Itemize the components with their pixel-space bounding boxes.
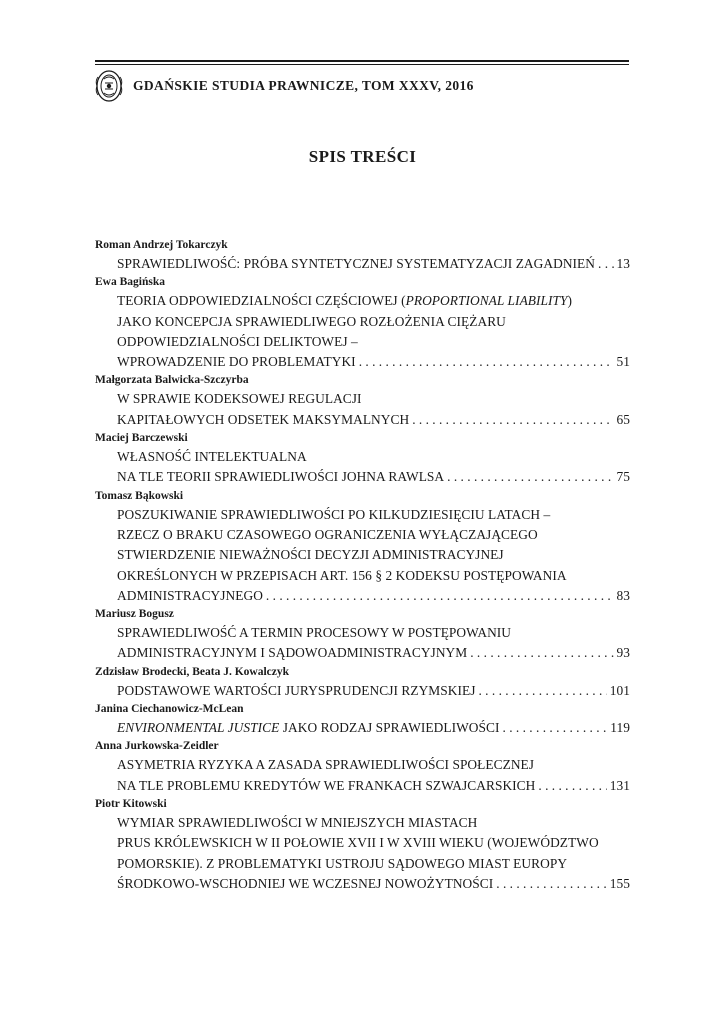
entry-title-line: W SPRAWIE KODEKSOWEJ REGULACJI	[117, 391, 362, 407]
entry-title-line: SPRAWIEDLIWOŚĆ A TERMIN PROCESOWY W POSTĘPOWANIU	[117, 625, 512, 641]
dot-leader	[496, 874, 607, 894]
entry-author: Janina Ciechanowicz-McLean	[95, 703, 244, 716]
entry-title-line	[95, 254, 630, 274]
entry-title-line: PRUS KRÓLEWSKICH W II POŁOWIE XVII I W XVIII WIEKU (WOJEWÓDZTWO	[117, 835, 599, 851]
toc-entry	[95, 664, 630, 701]
header-rule-thick	[95, 60, 629, 62]
entry-title-text: SPRAWIEDLIWOŚĆ: PRÓBA SYNTETYCZNEJ SYSTEMATYZACJI ZAGADNIEŃ	[117, 256, 595, 271]
toc-entry	[95, 430, 630, 488]
entry-title-line	[95, 410, 630, 430]
dot-leader	[538, 776, 606, 796]
toc-entry	[95, 701, 630, 738]
entry-title-text: ŚRODKOWO-WSCHODNIEJ WE WCZESNEJ NOWOŻYTNOŚCI	[117, 875, 494, 891]
entry-title-line	[95, 291, 630, 311]
entry-title-italic: PROPORTIONAL LIABILITY	[405, 293, 568, 309]
entry-title-line	[95, 586, 630, 606]
entry-page-number: 155	[609, 875, 630, 891]
entry-title-text: ADMINISTRACYJNEGO	[117, 587, 263, 603]
header-rule-thin	[95, 64, 629, 65]
entry-title-line: POSZUKIWANIE SPRAWIEDLIWOŚCI PO KILKUDZIESIĘCIU LATACH –	[117, 506, 551, 522]
entry-page-number: 119	[610, 720, 630, 736]
entry-title-text: WPROWADZENIE DO PROBLEMATYKI	[117, 354, 356, 370]
entry-author: Anna Jurkowska-Zeidler	[95, 740, 219, 753]
entry-page-number: 131	[609, 777, 630, 793]
entry-title-line: WŁASNOŚĆ INTELEKTUALNA	[117, 449, 307, 465]
entry-page-number: 75	[616, 469, 630, 485]
dot-leader	[266, 586, 614, 606]
entry-title-line: ODPOWIEDZIALNOŚCI DELIKTOWEJ –	[117, 333, 358, 349]
entry-author: Roman Andrzej Tokarczyk	[95, 239, 228, 251]
toc-entry	[95, 738, 630, 796]
dot-leader	[359, 352, 614, 372]
entry-title-text	[117, 718, 500, 738]
entry-title-text: PODSTAWOWE WARTOŚCI JURYSPRUDENCJI RZYMSKIEJ	[117, 682, 476, 698]
entry-author: Ewa Bagińska	[95, 276, 165, 289]
entry-title-text: ADMINISTRACYJNYM I SĄDOWOADMINISTRACYJNYM	[117, 645, 468, 661]
crest-emblem-icon	[95, 69, 123, 103]
entry-page-number: 101	[609, 682, 630, 698]
toc-entry	[95, 274, 630, 372]
dot-leader	[447, 467, 613, 487]
entry-title-line	[95, 718, 630, 738]
entry-title-line: POMORSKIE). Z PROBLEMATYKI USTROJU SĄDOWEGO MIAST EUROPY	[117, 855, 568, 871]
entry-title-line	[95, 352, 630, 372]
page-title: SPIS TREŚCI	[308, 147, 417, 166]
entry-page-number: 65	[616, 411, 630, 427]
entry-author: Maciej Barczewski	[95, 432, 188, 445]
entry-page-number: 51	[616, 354, 630, 370]
toc-entry	[95, 237, 630, 274]
entry-title-line: WYMIAR SPRAWIEDLIWOŚCI W MNIEJSZYCH MIASTACH	[117, 814, 478, 830]
running-header	[95, 60, 629, 103]
dot-leader	[412, 410, 613, 430]
dot-leader	[478, 681, 606, 701]
entry-page-number: 83	[616, 587, 630, 603]
entry-title-text: JAKO RODZAJ SPRAWIEDLIWOŚCI	[279, 720, 500, 736]
entry-author: Małgorzata Balwicka-Szczyrba	[95, 374, 249, 387]
entry-title-line: JAKO KONCEPCJA SPRAWIEDLIWEGO ROZŁOŻENIA CIĘŻARU	[117, 313, 506, 329]
entry-title-line	[95, 643, 630, 663]
dot-leader	[470, 643, 613, 663]
toc-entry	[95, 796, 630, 894]
entry-title-line: RZECZ O BRAKU CZASOWEGO OGRANICZENIA WYŁĄCZAJĄCEGO	[117, 526, 538, 542]
entry-author: Tomasz Bąkowski	[95, 489, 184, 502]
entry-title-italic: ENVIRONMENTAL JUSTICE	[117, 720, 280, 736]
entry-author: Zdzisław Brodecki, Beata J. Kowalczyk	[95, 665, 290, 678]
entry-title-line: ASYMETRIA RYZYKA A ZASADA SPRAWIEDLIWOŚCI SPOŁECZNEJ	[117, 757, 535, 773]
entry-author: Mariusz Bogusz	[95, 608, 174, 621]
entry-title-text: NA TLE PROBLEMU KREDYTÓW WE FRANKACH SZWAJCARSKICH	[117, 777, 536, 793]
entry-title-text: )	[567, 293, 573, 309]
toc-entry	[95, 372, 630, 430]
entry-title-text: KAPITAŁOWYCH ODSETEK MAKSYMALNYCH	[117, 411, 410, 427]
entry-title-line	[95, 467, 630, 487]
table-of-contents	[95, 237, 630, 894]
entry-title-text: NA TLE TEORII SPRAWIEDLIWOŚCI JOHNA RAWLSA	[117, 469, 445, 485]
toc-entry	[95, 488, 630, 606]
entry-title-line	[95, 681, 630, 701]
entry-title-line	[95, 874, 630, 894]
journal-title: GDAŃSKIE STUDIA PRAWNICZE, TOM XXXV, 2016	[133, 78, 474, 93]
entry-author: Piotr Kitowski	[95, 797, 167, 810]
entry-title-line: STWIERDZENIE NIEWAŻNOŚCI DECYZJI ADMINISTRACYJNEJ	[117, 547, 504, 563]
toc-entry	[95, 606, 630, 664]
entry-title-text: TEORIA ODPOWIEDZIALNOŚCI CZĘŚCIOWEJ (	[117, 293, 406, 309]
dot-leader	[503, 718, 608, 738]
entry-title-line: OKREŚLONYCH W PRZEPISACH ART. 156 § 2 KODEKSU POSTĘPOWANIA	[117, 567, 567, 583]
entry-title-line	[95, 776, 630, 796]
entry-page-number: 13	[616, 256, 630, 271]
dot-leader	[598, 254, 614, 274]
entry-page-number: 93	[616, 645, 630, 661]
